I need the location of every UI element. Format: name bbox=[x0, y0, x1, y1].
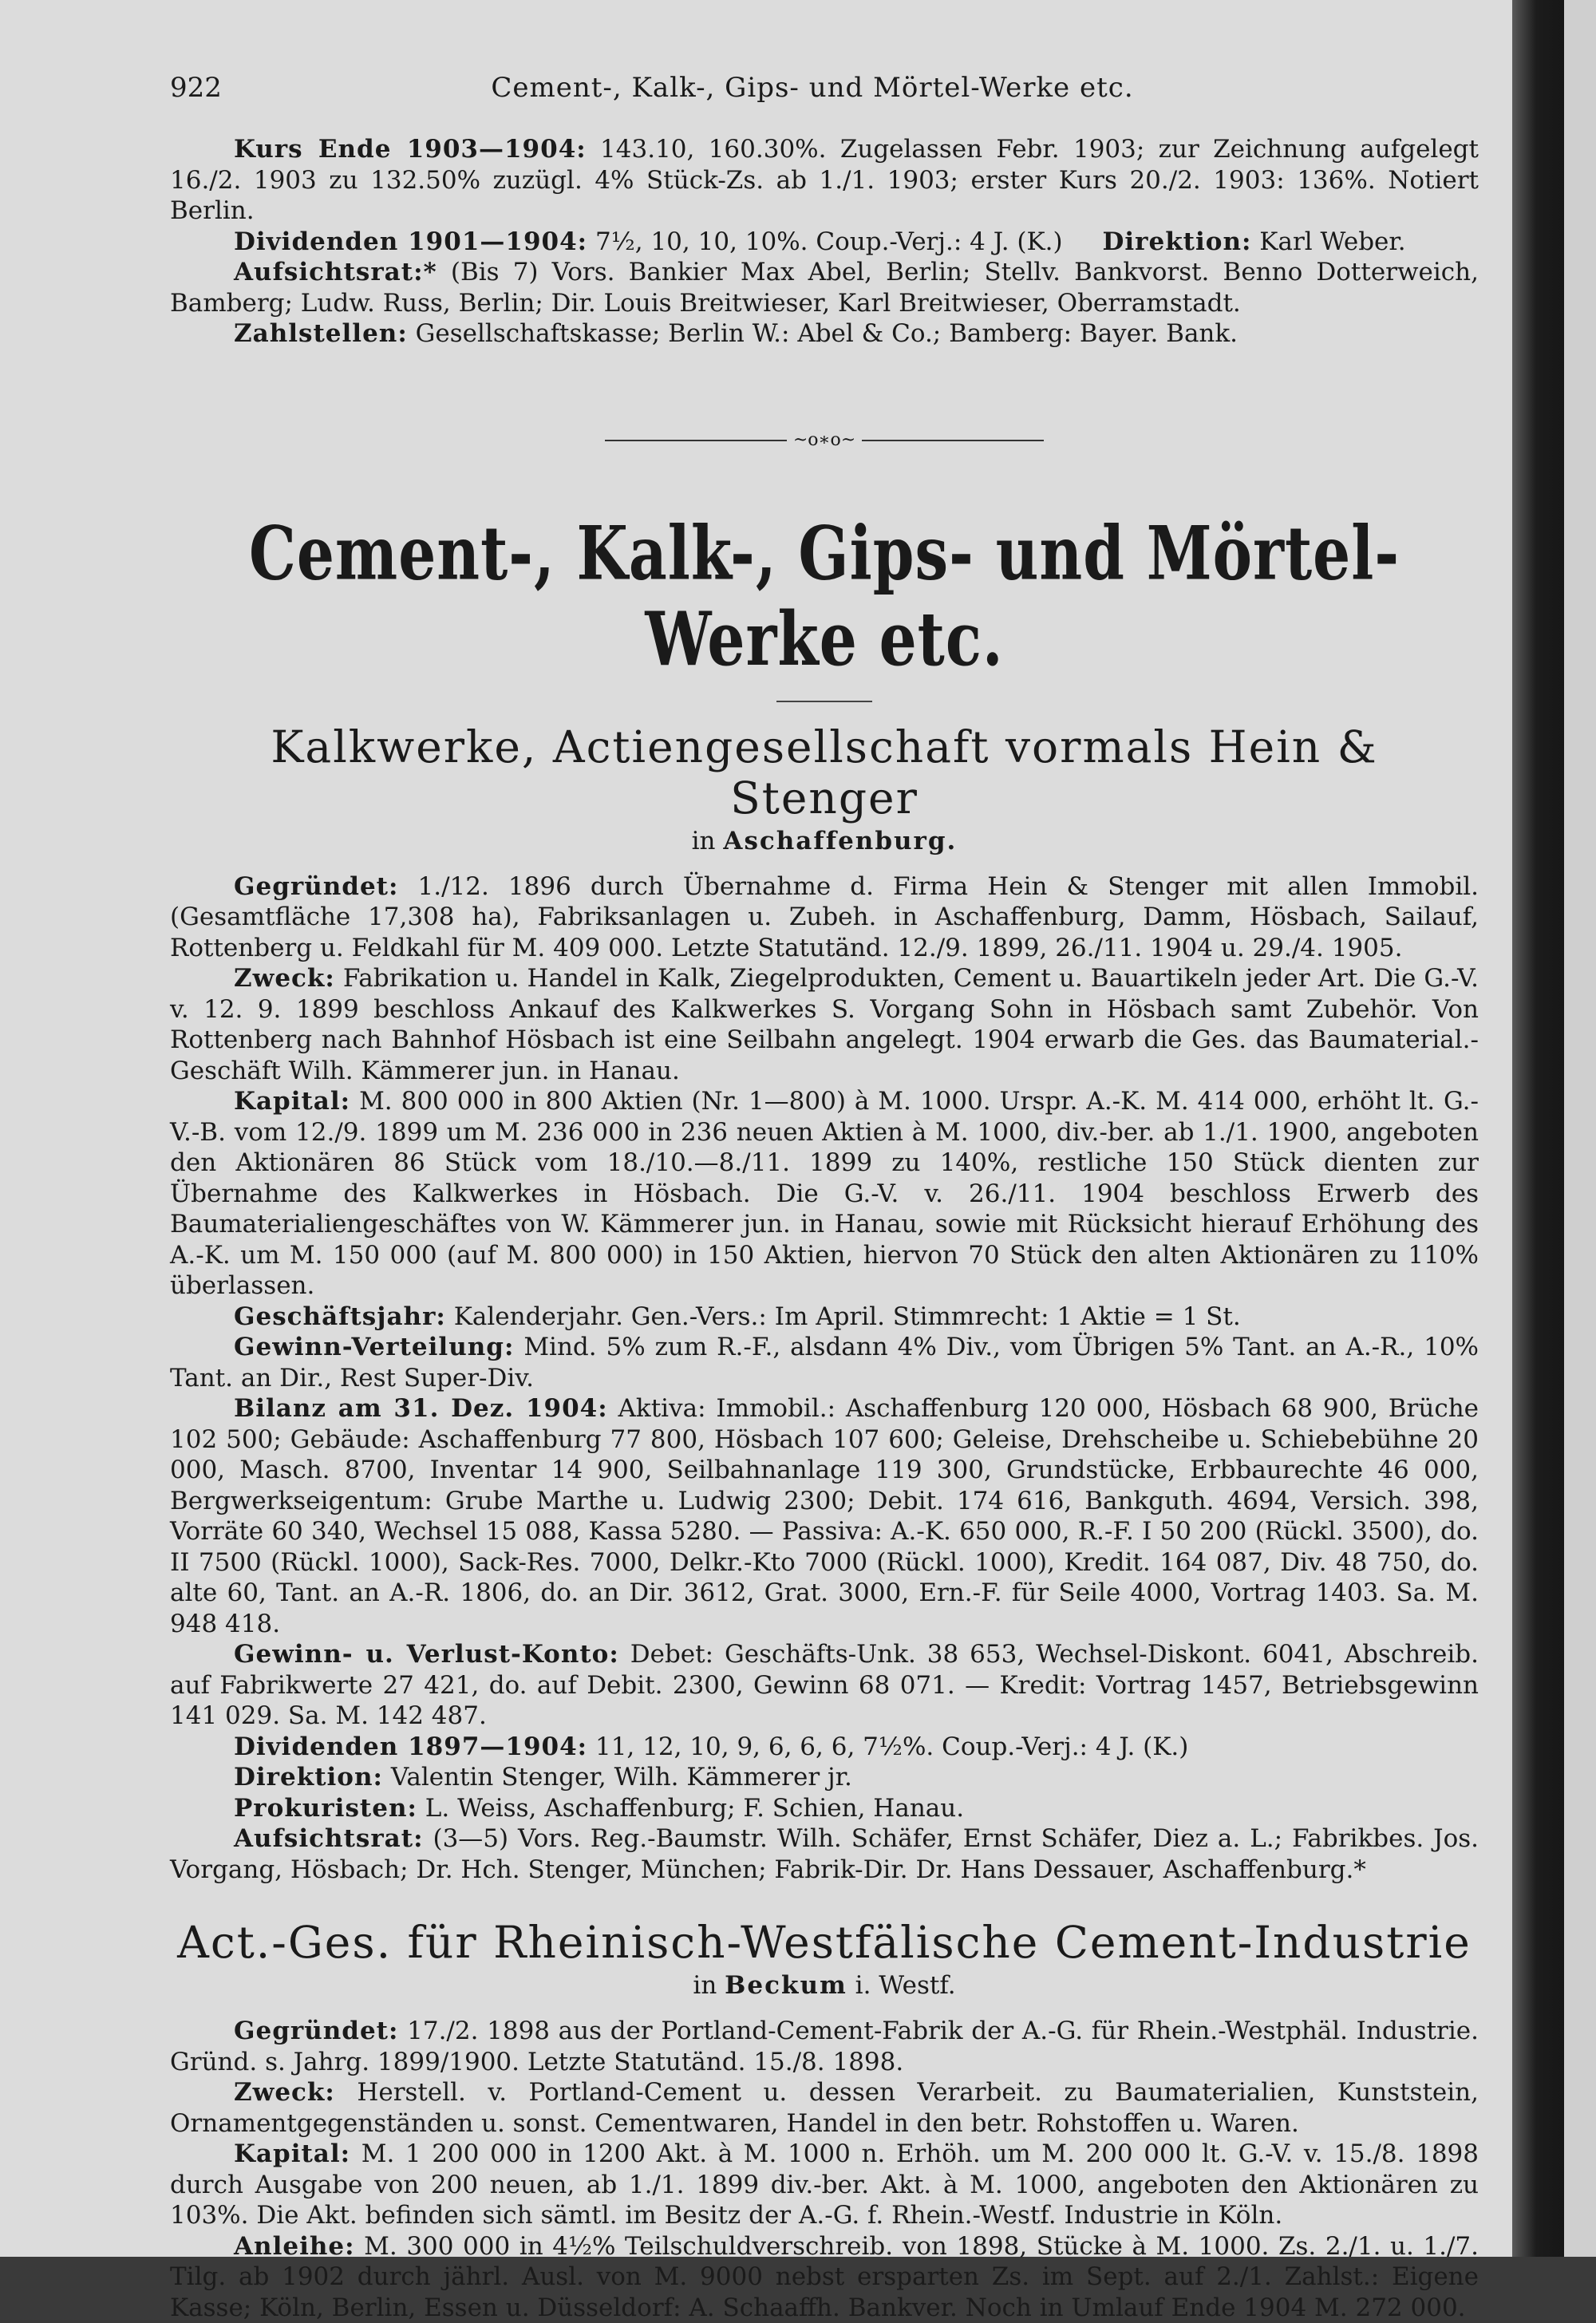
entry-paragraph bbox=[170, 1732, 1479, 1763]
entry-label: Gegründet: bbox=[234, 2017, 398, 2045]
entry-paragraph bbox=[170, 871, 1479, 964]
entry-text: L. Weiss, Aschaffenburg; F. Schien, Hanau. bbox=[425, 1794, 964, 1823]
entry-text: (3—5) Vors. Reg.-Baumstr. Wilh. Schäfer, Ernst Schäfer, Diez a. L.; Fabrikbes. Jos. Vorgang, Hösbach; Dr. Hch. Stenger, München; Fabrik-Dir. Dr. Hans Dessauer, Aschaffenburg.* bbox=[170, 1824, 1479, 1884]
entry-text: 17./2. 1898 aus der Portland-Cement-Fabrik der A.-G. für Rhein.-Westphäl. Industrie. Gründ. s. Jahrg. 1899/1900. Letzte Statutänd. 15./8. 1898. bbox=[170, 2017, 1479, 2076]
entry-paragraph bbox=[170, 2231, 1479, 2323]
running-head bbox=[170, 72, 1479, 120]
entry-text: Kalenderjahr. Gen.-Vers.: Im April. Stimmrecht: 1 Aktie = 1 St. bbox=[454, 1302, 1241, 1331]
company-entry bbox=[170, 721, 1479, 1886]
zahlstellen-paragraph bbox=[170, 318, 1479, 350]
direktion-text: Karl Weber. bbox=[1259, 227, 1405, 256]
location-prefix: in bbox=[692, 827, 716, 855]
company-location bbox=[170, 1971, 1479, 2000]
company-entry bbox=[170, 1917, 1479, 2323]
divider-line-right bbox=[862, 440, 1044, 441]
entry-label: Gewinn-Verteilung: bbox=[234, 1333, 514, 1361]
entry-label: Kapital: bbox=[234, 1087, 350, 1116]
entry-paragraph bbox=[170, 2077, 1479, 2139]
entry-label: Kapital: bbox=[234, 2139, 350, 2168]
entry-text: Herstell. v. Portland-Cement u. dessen Verarbeit. zu Baumaterialien, Kunststein, Ornamentgegenständen u. sonst. Cementwaren, Handel in den betr. Rohstoffen u. Waren. bbox=[170, 2078, 1479, 2138]
entry-paragraph bbox=[170, 1762, 1479, 1793]
entry-label: Geschäftsjahr: bbox=[234, 1302, 446, 1331]
divider-line-left bbox=[605, 440, 787, 441]
divider-ornament bbox=[605, 433, 1044, 448]
entry-text: M. 800 000 in 800 Aktien (Nr. 1—800) à M. 1000. Urspr. A.-K. M. 414 000, erhöht lt. G.-V.-B. vom 12./9. 1899 um M. 236 000 in 236 neuen Aktien à M. 1000, div.-ber. ab 1./1. 1900, angeboten den Aktionären 86 Stück vom 18./10.—8./11. 1899 zu 140%, restliche 150 Stück dienten zur Übernahme des Kalkwerkes in Hösbach. Die G.-V. v. 26./11. 1904 beschloss Erwerb des Baumaterialiengeschäftes von W. Kämmerer jun. in Hanau, sowie mit Rücksicht hierauf Erhöhung des A.-K. um M. 150 000 (auf M. 800 000) in 150 Aktien, hiervon 70 Stück den alten Aktionären zu 110% überlassen. bbox=[170, 1087, 1479, 1300]
company-name: Act.-Ges. für Rheinisch-Westfälische Cement-Industrie bbox=[170, 1917, 1479, 1968]
entry-label: Direktion: bbox=[234, 1763, 383, 1792]
section-title: Cement-, Kalk-, Gips- und Mörtel-Werke etc. bbox=[170, 511, 1479, 682]
entry-paragraph bbox=[170, 1639, 1479, 1732]
scan-border bbox=[1564, 0, 1596, 2257]
entry-text: Aktiva: Immobil.: Aschaffenburg 120 000, Hösbach 68 900, Brüche 102 500; Gebäude: Aschaffenburg 77 800, Hösbach 107 600; Geleise, Drehscheibe u. Schiebebühne 20 000, Masch. 8700, Inventar 14 900, Seilbahnanlage 119 300, Grundstücke, Erbbaurechte 46 000, Bergwerkseigentum: Grube Marthe u. Ludwig 2300; Debit. 174 616, Bankguth. 4694, Versich. 398, Vorräte 60 340, Wechsel 15 088, Kassa 5280. — Passiva: A.-K. 650 000, R.-F. I 50 200 (Rückl. 3500), do. II 7500 (Rückl. 1000), Sack-Res. 7000, Delkr.-Kto 7000 (Rückl. 1000), Kredit. 164 087, Div. 48 750, do. alte 60, Tant. an A.-R. 1806, do. an Dir. 3612, Grat. 3000, Ern.-F. für Seile 4000, Vortrag 1403. Sa. M. 948 418. bbox=[170, 1394, 1479, 1638]
company-list bbox=[170, 721, 1479, 2323]
entry-paragraph bbox=[170, 1086, 1479, 1302]
zahlstellen-label: Zahlstellen: bbox=[234, 319, 408, 348]
page-number: 922 bbox=[170, 72, 242, 104]
location-city: Beckum bbox=[725, 1971, 847, 2000]
entry-label: Prokuristen: bbox=[234, 1794, 417, 1823]
company-name: Kalkwerke, Actiengesellschaft vormals Hein & Stenger bbox=[170, 721, 1479, 824]
aufsichtsrat-paragraph bbox=[170, 257, 1479, 318]
kurs-paragraph bbox=[170, 134, 1479, 227]
entry-label: Anleihe: bbox=[234, 2232, 355, 2261]
entry-label: Gegründet: bbox=[234, 872, 398, 901]
entry-text: Mind. 5% zum R.-F., alsdann 4% Div., vom Übrigen 5% Tant. an A.-R., 10% Tant. an Dir., Rest Super-Div. bbox=[170, 1333, 1479, 1393]
direktion-label: Direktion: bbox=[1102, 227, 1251, 256]
entry-text: Valentin Stenger, Wilh. Kämmerer jr. bbox=[391, 1763, 852, 1792]
section-rule bbox=[776, 701, 872, 702]
entry-paragraph bbox=[170, 2016, 1479, 2077]
entry-paragraph bbox=[170, 1332, 1479, 1393]
ornament-icon: ~o∗o~ bbox=[787, 430, 862, 450]
entry-text: Fabrikation u. Handel in Kalk, Ziegelprodukten, Cement u. Bauartikeln jeder Art. Die G.-V. v. 12. 9. 1899 beschloss Ankauf des Kalkwerkes S. Vorgang Sohn in Hösbach samt Zubehör. Von Rottenberg nach Bahnhof Hösbach ist eine Seilbahn angelegt. 1904 erwarb die Ges. das Baumaterial.-Geschäft Wilh. Kämmerer jun. in Hanau. bbox=[170, 964, 1479, 1085]
entry-paragraph bbox=[170, 1793, 1479, 1824]
entry-paragraph bbox=[170, 1823, 1479, 1885]
page-content bbox=[170, 72, 1479, 2323]
zahlstellen-text: Gesellschaftskasse; Berlin W.: Abel & Co.; Bamberg: Bayer. Bank. bbox=[416, 319, 1238, 348]
aufsichtsrat-text: (Bis 7) Vors. Bankier Max Abel, Berlin; Stellv. Bankvorst. Benno Dotterweich, Bamberg; Ludw. Russ, Berlin; Dir. Louis Breitwieser, Karl Breitwieser, Oberramstadt. bbox=[170, 258, 1479, 318]
entry-label: Gewinn- u. Verlust-Konto: bbox=[234, 1640, 619, 1669]
entry-paragraph bbox=[170, 2139, 1479, 2231]
location-city: Aschaffenburg. bbox=[723, 827, 957, 855]
company-location bbox=[170, 827, 1479, 855]
entry-label: Dividenden 1897—1904: bbox=[234, 1732, 587, 1761]
entry-paragraph bbox=[170, 1302, 1479, 1333]
entry-label: Zweck: bbox=[234, 964, 335, 993]
kurs-text: 143.10, 160.30%. Zugelassen Febr. 1903; zur Zeichnung aufgelegt 16./2. 1903 zu 132.50% zuzügl. 4% Stück-Zs. ab 1./1. 1903; erster Kurs 20./2. 1903: 136%. Notiert Berlin. bbox=[170, 135, 1479, 225]
entry-label: Bilanz am 31. Dez. 1904: bbox=[234, 1394, 608, 1423]
dividenden-text: 7½, 10, 10, 10%. Coup.-Verj.: 4 J. (K.) bbox=[595, 227, 1063, 256]
kurs-label: Kurs Ende 1903—1904: bbox=[234, 135, 587, 164]
dividenden-paragraph bbox=[170, 227, 1479, 258]
aufsichtsrat-label: Aufsichtsrat:* bbox=[234, 258, 437, 286]
location-suffix: i. Westf. bbox=[855, 1971, 956, 2000]
entry-paragraph bbox=[170, 1393, 1479, 1639]
entry-label: Zweck: bbox=[234, 2078, 335, 2107]
dividenden-label: Dividenden 1901—1904: bbox=[234, 227, 587, 256]
carryover-entry bbox=[170, 134, 1479, 350]
entry-text: 1./12. 1896 durch Übernahme d. Firma Hein & Stenger mit allen Immobil. (Gesamtfläche 17,308 ha), Fabriksanlagen u. Zubeh. in Aschaffenburg, Damm, Hösbach, Sailauf, Rottenberg u. Feldkahl für M. 409 000. Letzte Statutänd. 12./9. 1899, 26./11. 1904 u. 29./4. 1905. bbox=[170, 872, 1479, 962]
entry-paragraph bbox=[170, 963, 1479, 1086]
entry-text: 11, 12, 10, 9, 6, 6, 6, 7½%. Coup.-Verj.: 4 J. (K.) bbox=[595, 1732, 1188, 1761]
entry-text: Debet: Geschäfts-Unk. 38 653, Wechsel-Diskont. 6041, Abschreib. auf Fabrikwerte 27 421, do. auf Debit. 2300, Gewinn 68 071. — Kredit: Vortrag 1457, Betriebsgewinn 141 029. Sa. M. 142 487. bbox=[170, 1640, 1479, 1730]
entry-label: Aufsichtsrat: bbox=[234, 1824, 424, 1853]
entry-text: M. 300 000 in 4½% Teilschuldverschreib. von 1898, Stücke à M. 1000. Zs. 2./1. u. 1./7. Tilg. ab 1902 durch jährl. Ausl. von M. 9000 nebst ersparten Zs. im Sept. auf 2./1. Zahlst.: Eigene Kasse; Köln, Berlin, Essen u. Düsseldorf: A. Schaaffh. Bankver. Noch in Umlauf Ende 1904 M. 272 000. bbox=[170, 2232, 1479, 2322]
location-prefix: in bbox=[693, 1971, 717, 2000]
entry-text: M. 1 200 000 in 1200 Akt. à M. 1000 n. Erhöh. um M. 200 000 lt. G.-V. v. 15./8. 1898 durch Ausgabe von 200 neuen, ab 1./1. 1899 div.-ber. Akt. à M. 1000, angeboten den Aktionären zu 103%. Die Akt. befinden sich sämtl. im Besitz der A.-G. f. Rhein.-Westf. Industrie in Köln. bbox=[170, 2139, 1479, 2230]
running-title: Cement-, Kalk-, Gips- und Mörtel-Werke etc. bbox=[242, 72, 1479, 104]
